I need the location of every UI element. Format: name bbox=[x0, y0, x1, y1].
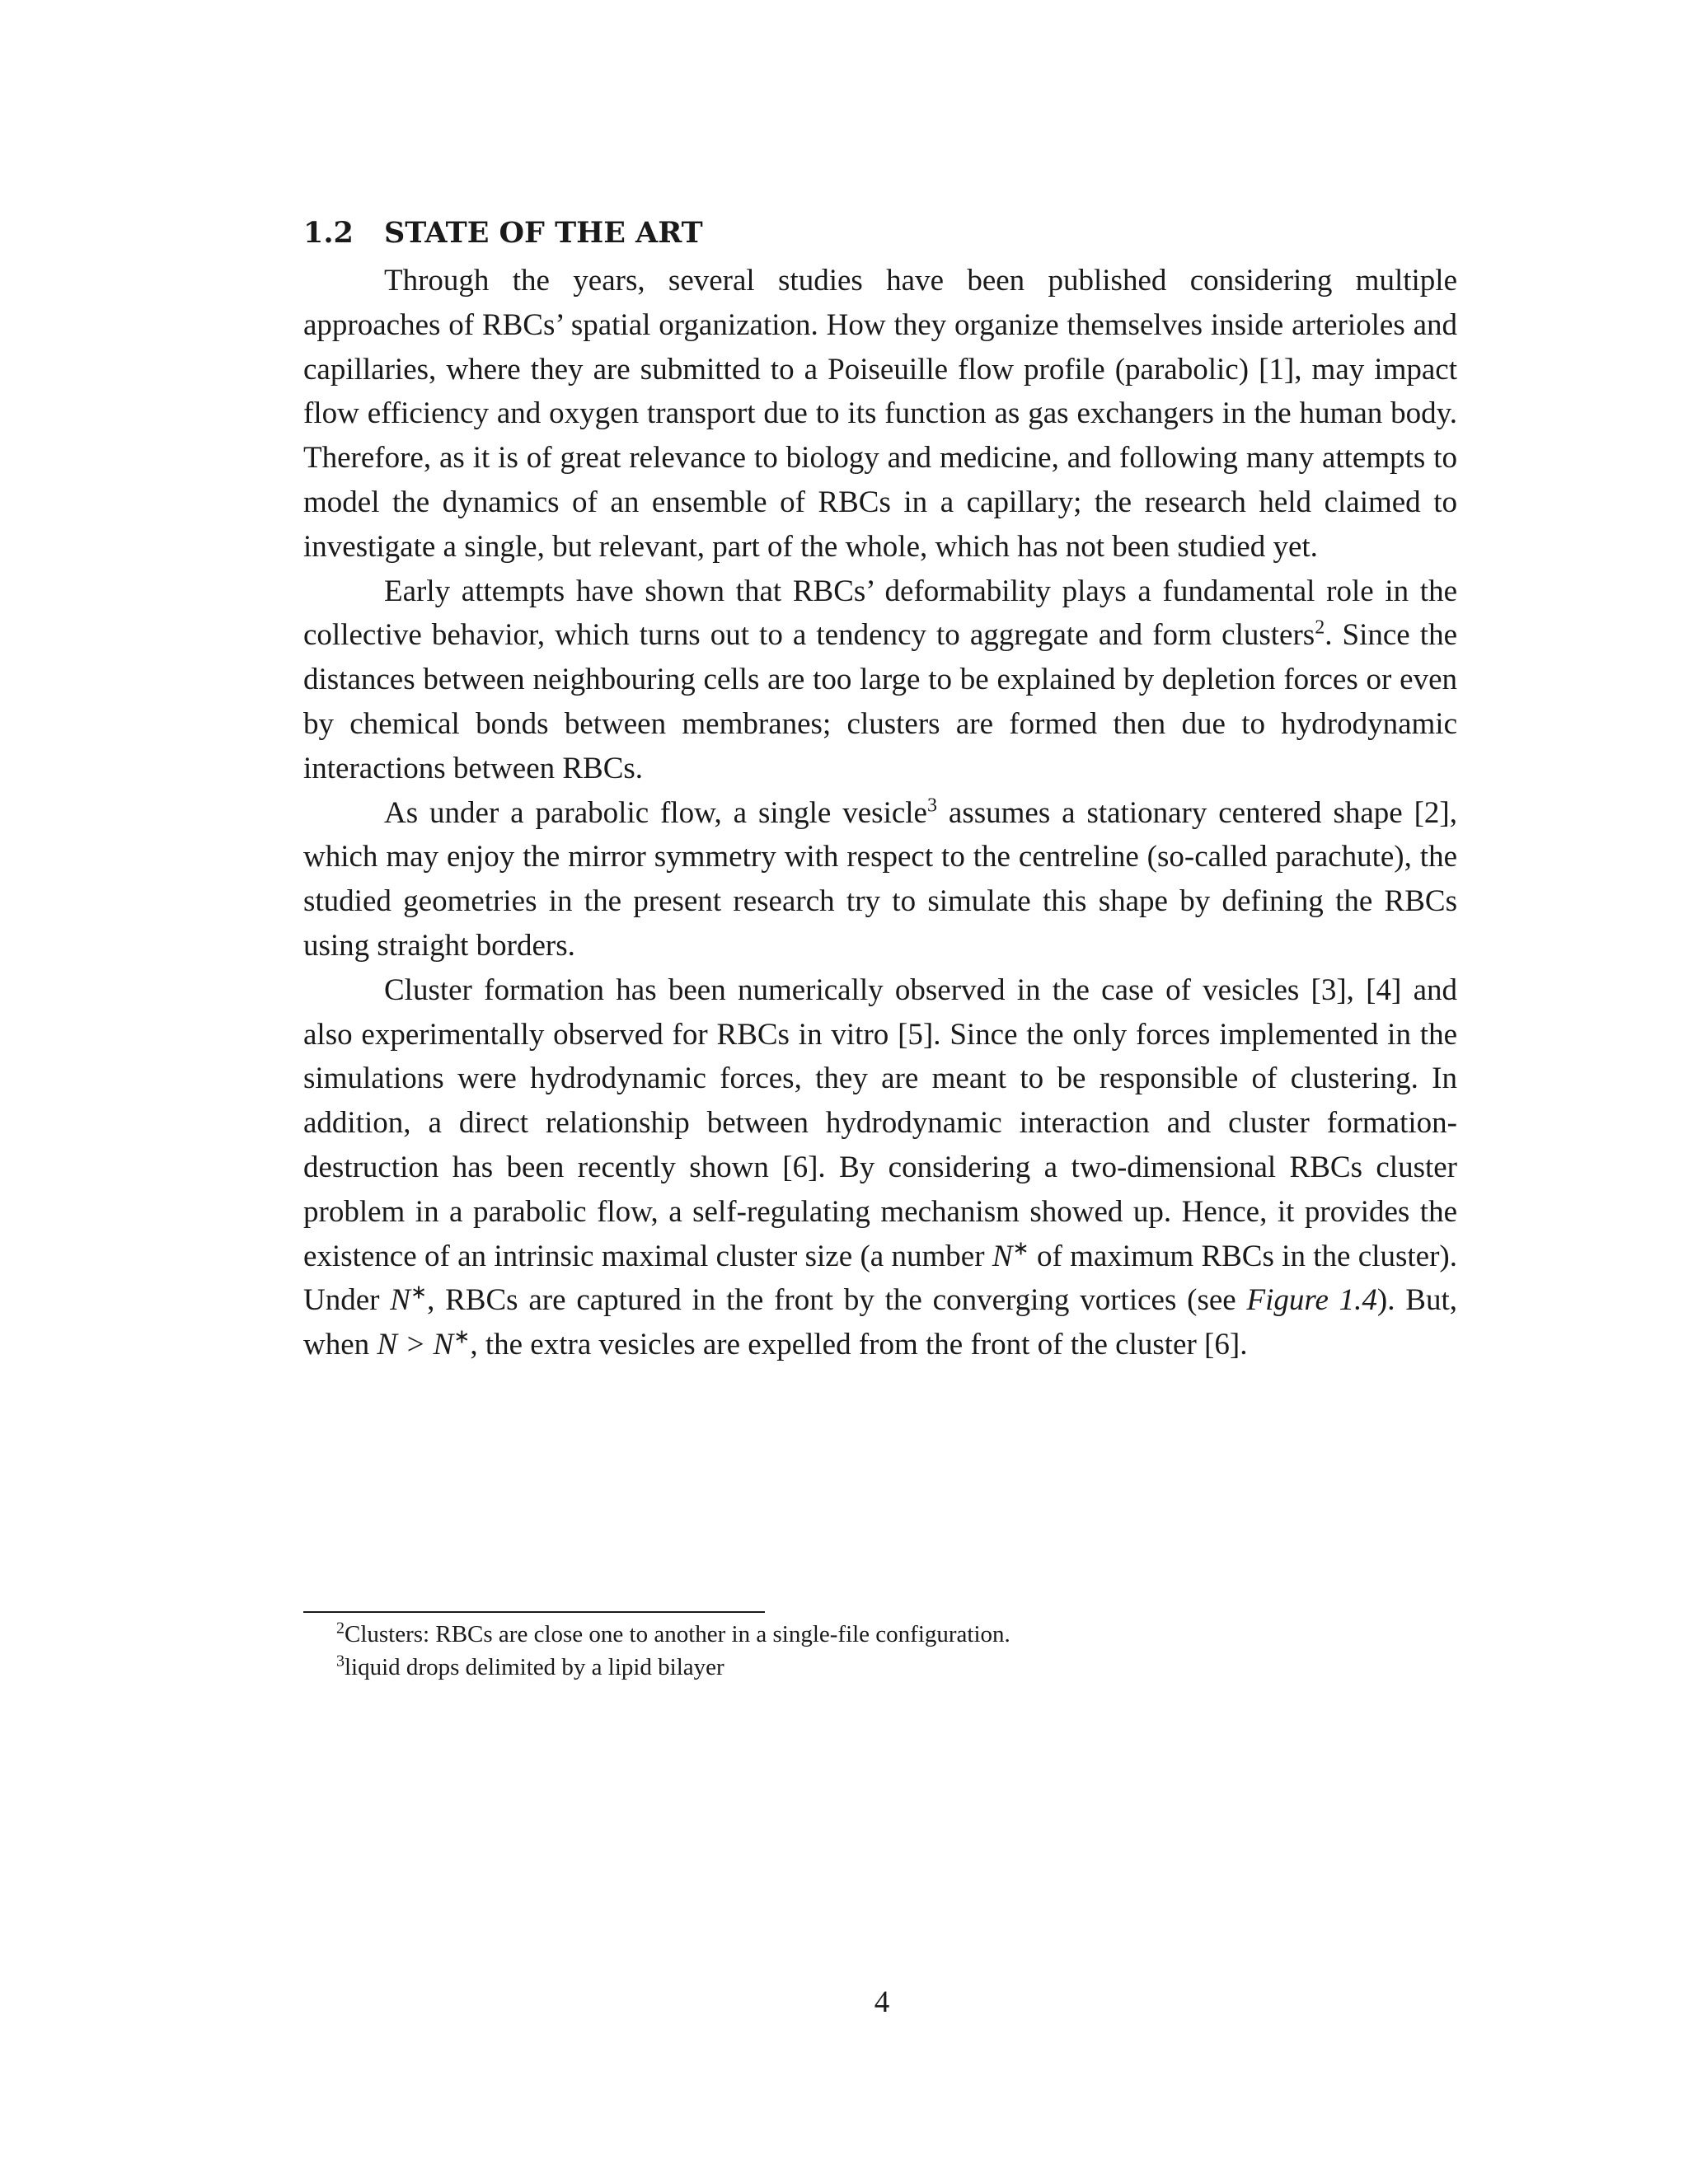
section-number: 1.2 bbox=[303, 216, 354, 250]
paragraph-text: assumes a stationary centered shape [2], which may enjoy the mirror symmetry with respect to the centreline (so-called parachute), the studied geometries in the present research try to simulate this shape by defining the RBCs using straight borders. bbox=[303, 795, 1457, 963]
footnote-3 bbox=[336, 1651, 1457, 1684]
footnote-mark: 3 bbox=[336, 1652, 345, 1671]
paragraph-text: Early attempts have shown that RBCs’ deformability plays a fundamental role in the collective behavior, which turns out to a tendency to aggregate and form clusters bbox=[303, 574, 1457, 653]
page-body bbox=[303, 213, 1457, 1367]
footnote-rule bbox=[303, 1611, 765, 1613]
footnote-2 bbox=[336, 1618, 1457, 1651]
paragraph-text: of maximum RBCs in the cluster). Under bbox=[303, 1239, 1457, 1318]
paragraph-1 bbox=[303, 259, 1457, 569]
paragraph-text: Cluster formation has been numerically observed in the case of vesicles [3], [4] and also experimentally observed for RBCs in vitro [5]. Since the only forces implemented in the simulations were hydrodynamic forces, they are meant to be responsible of clustering. In addition, a direct relationship between hydrodynamic interaction and cluster formation-destruction has been recently shown [6]. By considering a two-dimensional RBCs cluster problem in a parabolic flow, a self-regulating mechanism showed up. Hence, it provides the existence of an intrinsic maximal cluster size (a number bbox=[303, 972, 1457, 1273]
paragraph-text: . Since the distances between neighbouring cells are too large to be explained by depletion forces or even by chemical bonds between membranes; clusters are formed then due to hydrodynamic interactions between RBCs. bbox=[303, 618, 1457, 785]
page-number: 4 bbox=[874, 1985, 890, 2019]
footnote-text: liquid drops delimited by a lipid bilayer bbox=[345, 1654, 724, 1680]
paragraph-text: Through the years, several studies have been published considering multiple approaches of RBCs’ spatial organization. How they organize themselves inside arterioles and capillaries, where they are submitted to a Poiseuille flow profile (parabolic) [1], may impact flow efficiency and oxygen transport due to its function as gas exchangers in the human body. Therefore, as it is of great relevance to biology and medicine, and following many attempts to model the dynamics of an ensemble of RBCs in a capillary; the research held claimed to investigate a single, but relevant, part of the whole, which has not been studied yet. bbox=[303, 264, 1457, 564]
paragraph-3 bbox=[303, 791, 1457, 968]
section-heading bbox=[303, 213, 1457, 254]
footnote-ref-2[interactable]: 2 bbox=[1315, 617, 1325, 640]
paragraph-2 bbox=[303, 569, 1457, 791]
paragraph-text: , RBCs are captured in the front by the converging vortices (see bbox=[427, 1283, 1247, 1318]
section-title: STATE OF THE ART bbox=[384, 216, 703, 250]
math-n-star: N∗ bbox=[390, 1282, 428, 1318]
paragraph-text: ). But, when bbox=[303, 1283, 1458, 1362]
footnote-mark: 2 bbox=[336, 1619, 345, 1638]
math-n-star: N∗ bbox=[992, 1238, 1029, 1273]
figure-reference[interactable]: Figure 1.4 bbox=[1246, 1283, 1377, 1318]
paragraph-text: As under a parabolic flow, a single vesicle bbox=[384, 795, 927, 830]
paragraph-4 bbox=[303, 968, 1457, 1367]
footnote-text: Clusters: RBCs are close one to another in a single-file configuration. bbox=[345, 1621, 1010, 1647]
footnotes bbox=[336, 1618, 1457, 1684]
paragraph-text: , the extra vesicles are expelled from the front of the cluster [6]. bbox=[470, 1328, 1248, 1362]
math-inequality: N > N∗ bbox=[377, 1326, 471, 1362]
footnote-ref-3[interactable]: 3 bbox=[926, 794, 937, 817]
